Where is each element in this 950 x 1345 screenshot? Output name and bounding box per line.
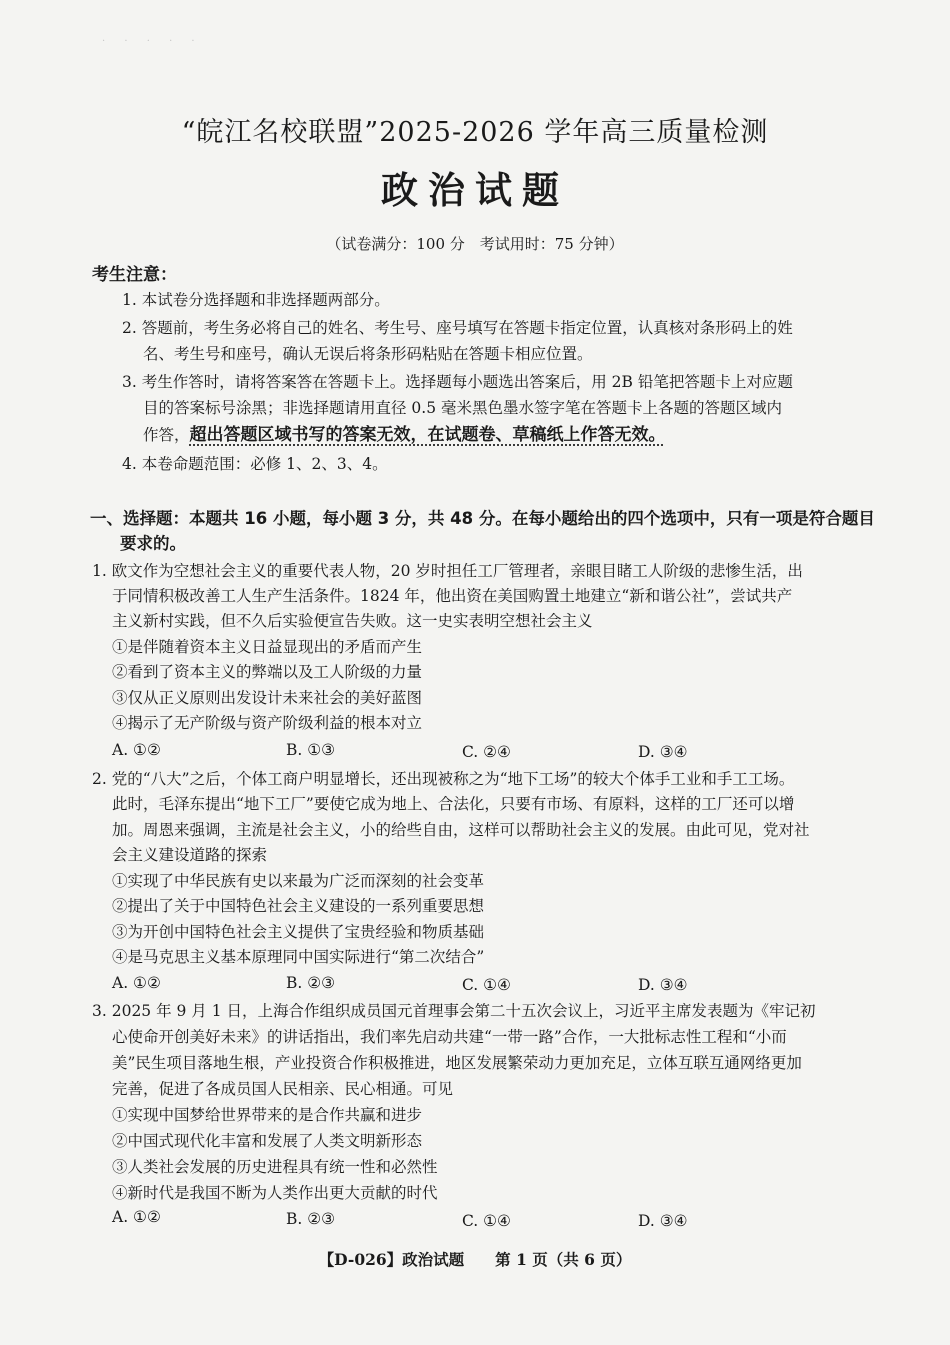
question-1-choice-c[interactable]: C. ②④ xyxy=(462,743,511,761)
question-3-choice-d[interactable]: D. ③④ xyxy=(638,1212,688,1230)
notice-item: 名、考生号和座号，确认无误后将条形码粘贴在答题卡相应位置。 xyxy=(143,345,593,363)
question-1-choice-a[interactable]: A. ①② xyxy=(112,741,161,759)
question-1-option: ②看到了资本主义的弊端以及工人阶级的力量 xyxy=(112,663,423,681)
notice-item-line-3c xyxy=(143,425,666,445)
question-1-choice-d[interactable]: D. ③④ xyxy=(638,743,688,761)
question-2-choice-b[interactable]: B. ②③ xyxy=(286,974,336,992)
question-1-option: ③仅从正义原则出发设计未来社会的美好蓝图 xyxy=(112,689,423,707)
notice-emphasis: 超出答题区域书写的答案无效，在试题卷、草稿纸上作答无效。 xyxy=(189,425,666,445)
question-3-option: ③人类社会发展的历史进程具有统一性和必然性 xyxy=(112,1158,438,1176)
scan-artifact-dots: · · · · · xyxy=(102,36,203,47)
notice-item: 目的答案标号涂黑；非选择题请用直径 0.5 毫米黑色墨水签字笔在答题卡上各题的答题区域内 xyxy=(143,399,783,417)
question-2-choice-a[interactable]: A. ①② xyxy=(112,974,161,992)
notice-item: 2. 答题前，考生务必将自己的姓名、考生号、座号填写在答题卡指定位置，认真核对条形码上的姓 xyxy=(122,319,793,337)
page-footer: 【D-026】政治试题 第 1 页（共 6 页） xyxy=(318,1250,632,1269)
question-3-choice-b[interactable]: B. ②③ xyxy=(286,1210,336,1228)
question-2-option: ②提出了关于中国特色社会主义建设的一系列重要思想 xyxy=(112,897,485,915)
question-3-stem: 美”民生项目落地生根，产业投资合作积极推进，地区发展繁荣动力更加充足，立体互联互通网络更加 xyxy=(112,1054,802,1072)
section-heading: 一、选择题：本题共 16 小题，每小题 3 分，共 48 分。在每小题给出的四个选项中，只有一项是符合题目 xyxy=(90,509,875,528)
notice-item: 4. 本卷命题范围：必修 1、2、3、4。 xyxy=(122,455,388,473)
question-3-choice-a[interactable]: A. ①② xyxy=(112,1208,161,1226)
question-2-stem: 加。周恩来强调，主流是社会主义，小的给些自由，这样可以帮助社会主义的发展。由此可见，党对社 xyxy=(112,821,810,839)
notice-item-text: 作答， xyxy=(143,426,190,444)
question-3-stem: 3. 2025 年 9 月 1 日，上海合作组织成员国元首理事会第二十五次会议上，习近平主席发表题为《牢记初 xyxy=(92,1002,816,1020)
question-3-choice-c[interactable]: C. ①④ xyxy=(462,1212,511,1230)
question-1-choice-b[interactable]: B. ①③ xyxy=(286,741,336,759)
question-2-choice-d[interactable]: D. ③④ xyxy=(638,976,688,994)
notice-heading: 考生注意： xyxy=(92,265,177,285)
question-3-option: ①实现中国梦给世界带来的是合作共赢和进步 xyxy=(112,1106,423,1124)
question-2-stem: 会主义建设道路的探索 xyxy=(112,846,268,864)
question-2-stem: 2. 党的“八大”之后，个体工商户明显增长，还出现被称之为“地下工场”的较大个体手工业和手工工场。 xyxy=(92,770,795,788)
question-2-option: ③为开创中国特色社会主义提供了宝贵经验和物质基础 xyxy=(112,923,485,941)
question-2-option: ④是马克思主义基本原理同中国实际进行“第二次结合” xyxy=(112,948,485,966)
question-1-stem: 1. 欧文作为空想社会主义的重要代表人物，20 岁时担任工厂管理者，亲眼目睹工人阶级的悲惨生活，出 xyxy=(92,562,803,580)
question-3-option: ②中国式现代化丰富和发展了人类文明新形态 xyxy=(112,1132,423,1150)
subject-title: 政治试题 xyxy=(381,168,569,212)
question-1-option: ④揭示了无产阶级与资产阶级利益的根本对立 xyxy=(112,714,423,732)
question-1-option: ①是伴随着资本主义日益显现出的矛盾而产生 xyxy=(112,638,423,656)
question-3-stem: 心使命开创美好未来》的讲话指出，我们率先启动共建“一带一路”合作，一大批标志性工程和“小而 xyxy=(112,1028,787,1046)
question-2-stem: 此时，毛泽东提出“地下工厂”要使它成为地上、合法化，只要有市场、有原料，这样的工厂还可以增 xyxy=(112,795,795,813)
question-1-stem: 主义新村实践，但不久后实验便宣告失败。这一史实表明空想社会主义 xyxy=(112,612,593,630)
question-3-option: ④新时代是我国不断为人类作出更大贡献的时代 xyxy=(112,1184,438,1202)
exam-info: （试卷满分：100 分 考试用时：75 分钟） xyxy=(326,235,624,253)
question-1-stem: 于同情积极改善工人生产生活条件。1824 年，他出资在美国购置土地建立“新和谐公社”，尝试共产 xyxy=(112,587,793,605)
question-2-choice-c[interactable]: C. ①④ xyxy=(462,976,511,994)
question-2-option: ①实现了中华民族有史以来最为广泛而深刻的社会变革 xyxy=(112,872,485,890)
question-3-stem: 完善，促进了各成员国人民相亲、民心相通。可见 xyxy=(112,1080,454,1098)
notice-item: 3. 考生作答时，请将答案答在答题卡上。选择题每小题选出答案后，用 2B 铅笔把答题卡上对应题 xyxy=(122,373,793,391)
exam-header-title: “皖江名校联盟”2025-2026 学年高三质量检测 xyxy=(181,117,769,148)
section-heading-cont: 要求的。 xyxy=(120,534,186,553)
notice-item: 1. 本试卷分选择题和非选择题两部分。 xyxy=(122,291,390,309)
